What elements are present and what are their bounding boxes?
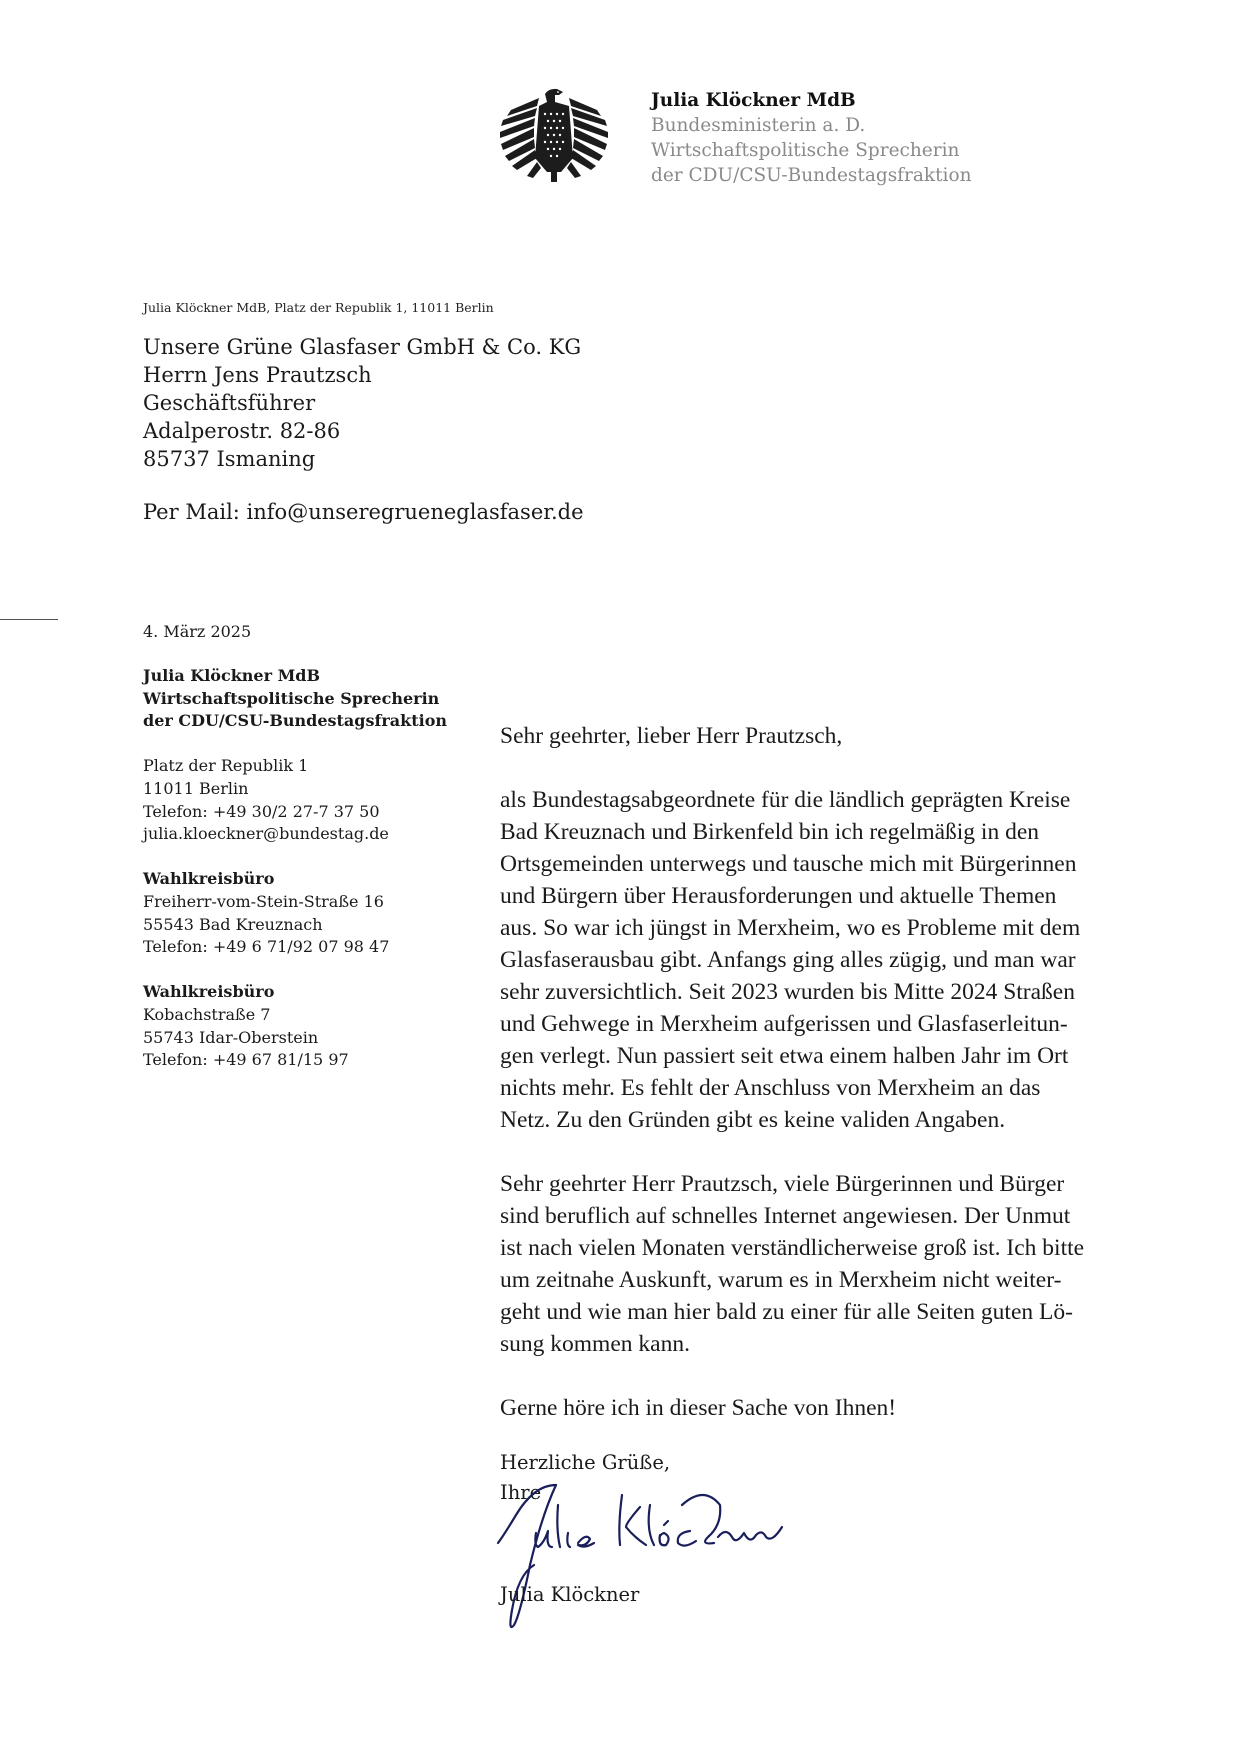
body-line: Ortsgemeinden unterwegs und tausche mich mit Bürgerinnen — [500, 851, 1077, 877]
office-address-line: Freiherr-vom-Stein-Straße 16 — [143, 891, 384, 911]
letter-body — [500, 720, 1160, 1424]
berlin-address-line: Platz der Republik 1 — [143, 756, 309, 776]
sidebar-header-line: Wirtschaftspolitische Sprecherin — [143, 688, 440, 708]
berlin-email: julia.kloeckner@bundestag.de — [143, 824, 389, 844]
body-line: sung kommen kann. — [500, 1331, 690, 1357]
sender-info-column — [143, 665, 447, 1072]
recipient-line: Adalperostr. 82-86 — [143, 419, 341, 443]
letterhead-name: Julia Klöckner MdB — [651, 90, 856, 111]
body-line: und Bürgern über Herausforderungen und aktuelle Themen — [500, 883, 1057, 909]
signature-name: Julia Klöckner — [500, 1583, 640, 1606]
recipient-address — [143, 333, 581, 473]
body-line: gen verlegt. Nun passiert seit etwa einem halben Jahr im Ort — [500, 1043, 1069, 1069]
body-line: sind beruflich auf schnelles Internet angewiesen. Der Unmut — [500, 1203, 1071, 1229]
salutation: Sehr geehrter, lieber Herr Prautzsch, — [500, 723, 843, 749]
paragraph-3: Gerne höre ich in dieser Sache von Ihnen! — [500, 1395, 897, 1421]
fold-mark — [0, 619, 58, 620]
body-line: aus. So war ich jüngst in Merxheim, wo es Probleme mit dem — [500, 915, 1081, 941]
recipient-email: Per Mail: info@unseregrueneglasfaser.de — [143, 500, 584, 524]
body-line: ist nach vielen Monaten verständlicherweise groß ist. Ich bitte — [500, 1235, 1085, 1261]
body-line: Bad Kreuznach und Birkenfeld bin ich regelmäßig in den — [500, 819, 1040, 845]
body-line: nichts mehr. Es fehlt der Anschluss von Merxheim an das — [500, 1075, 1041, 1101]
recipient-line: Unsere Grüne Glasfaser GmbH & Co. KG — [143, 335, 582, 359]
body-line: als Bundestagsabgeordnete für die ländlich geprägten Kreise — [500, 787, 1071, 813]
handwritten-signature-icon — [494, 1475, 824, 1635]
sender-return-address: Julia Klöckner MdB, Platz der Republik 1, 11011 Berlin — [143, 300, 494, 315]
office-title: Wahlkreisbüro — [143, 869, 275, 889]
letterhead-role: Wirtschaftspolitische Sprecherin — [651, 140, 960, 161]
letterhead-role: Bundesministerin a. D. — [651, 115, 866, 136]
letter-date: 4. März 2025 — [143, 622, 252, 641]
office-address-line: 55543 Bad Kreuznach — [143, 914, 323, 934]
sidebar-header-line: Julia Klöckner MdB — [143, 666, 321, 685]
paragraph-1 — [500, 784, 1160, 1136]
berlin-phone: Telefon: +49 30/2 27-7 37 50 — [143, 801, 380, 821]
berlin-address-line: 11011 Berlin — [143, 778, 249, 798]
letterhead — [651, 88, 972, 188]
closing-greeting: Herzliche Grüße, — [500, 1451, 671, 1474]
office-phone: Telefon: +49 67 81/15 97 — [143, 1050, 349, 1070]
office-title: Wahlkreisbüro — [143, 982, 275, 1002]
office-phone: Telefon: +49 6 71/92 07 98 47 — [143, 937, 390, 957]
sidebar-header-line: der CDU/CSU-Bundestagsfraktion — [143, 711, 448, 731]
paragraph-2 — [500, 1168, 1160, 1360]
letterhead-role: der CDU/CSU-Bundestagsfraktion — [651, 165, 972, 186]
body-line: Glasfaserausbau gibt. Anfangs ging alles zügig, und man war — [500, 947, 1076, 973]
body-line: Sehr geehrter Herr Prautzsch, viele Bürgerinnen und Bürger — [500, 1171, 1065, 1197]
body-line: Netz. Zu den Gründen gibt es keine validen Angaben. — [500, 1107, 1006, 1133]
body-line: geht und wie man hier bald zu einer für alle Seiten guten Lö- — [500, 1299, 1073, 1325]
closing-prefix: Ihre — [500, 1481, 542, 1504]
body-line: sehr zuversichtlich. Seit 2023 wurden bis Mitte 2024 Straßen — [500, 979, 1075, 1005]
recipient-line: 85737 Ismaning — [143, 447, 316, 471]
recipient-line: Geschäftsführer — [143, 391, 316, 415]
office-address-line: 55743 Idar-Oberstein — [143, 1027, 319, 1047]
federal-eagle-icon — [497, 86, 611, 186]
body-line: und Gehwege in Merxheim aufgerissen und Glasfaserleitun- — [500, 1011, 1068, 1037]
body-line: um zeitnahe Auskunft, warum es in Merxheim nicht weiter- — [500, 1267, 1062, 1293]
recipient-line: Herrn Jens Prautzsch — [143, 363, 372, 387]
office-address-line: Kobachstraße 7 — [143, 1004, 271, 1024]
